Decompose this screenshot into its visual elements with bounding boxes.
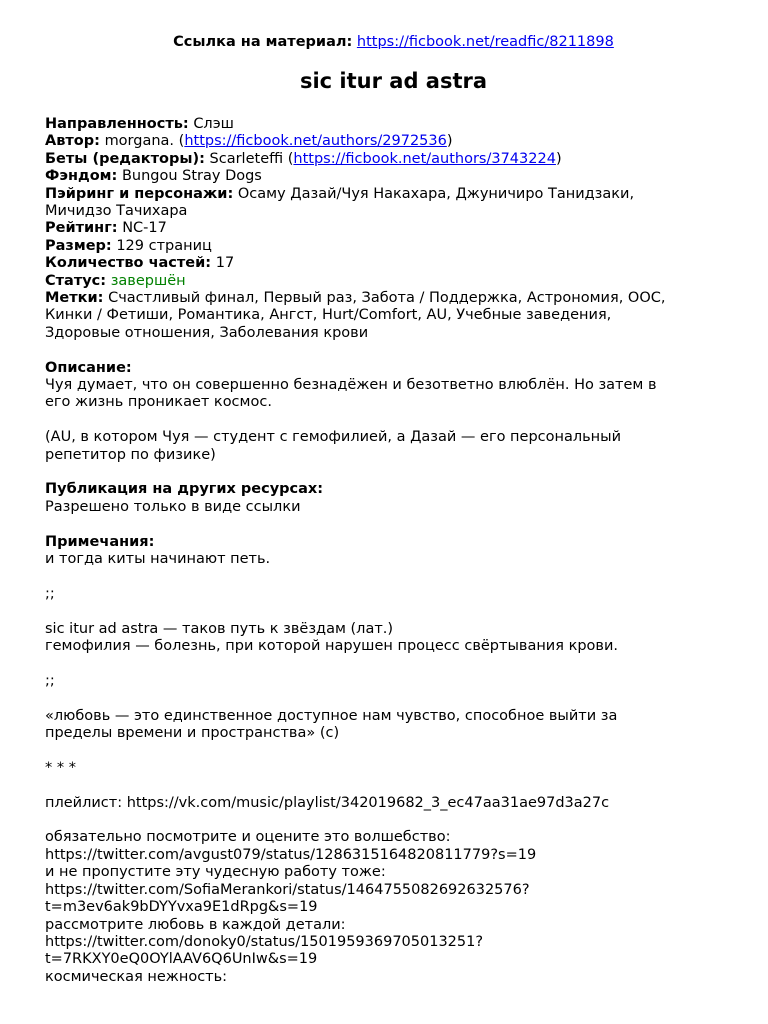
spacer xyxy=(45,342,725,359)
notes-line: sic itur ad astra — таков путь к звёздам (лат.) xyxy=(45,620,394,637)
spacer xyxy=(45,656,725,673)
betas-link[interactable]: https://ficbook.net/authors/3743224 xyxy=(293,150,556,167)
betas-close-paren: ) xyxy=(555,150,562,167)
publication-value: Разрешено только в виде ссылки xyxy=(45,498,301,515)
tags-value-line2: Кинки / Фетиши, Романтика, Ангст, Hurt/Comfort, AU, Учебные заведения, xyxy=(45,307,612,324)
spacer xyxy=(45,603,725,620)
size-value: 129 страниц xyxy=(116,237,212,254)
document-page xyxy=(45,30,725,986)
description-p1-line2: его жизнь проникает космос. xyxy=(45,394,272,411)
size-label: Размер: xyxy=(45,237,112,254)
source-label: Ссылка на материал: xyxy=(173,34,353,50)
spacer xyxy=(45,569,725,586)
author-close-paren: ) xyxy=(446,133,453,150)
notes-line: рассмотрите любовь в каждой детали: xyxy=(45,916,346,933)
meta-tags xyxy=(45,290,725,307)
description-p2-line1: (AU, в котором Чуя — студент с гемофилией, а Дазай — его персональный xyxy=(45,429,622,446)
notes-url: t=7RKXY0eQ0OYlAAV6Q6UnIw&s=19 xyxy=(45,951,318,968)
betas-name: Scarleteffi xyxy=(209,150,284,167)
status-value: завершён xyxy=(110,272,186,289)
meta-author xyxy=(45,133,725,150)
meta-betas xyxy=(45,151,725,168)
spacer xyxy=(45,516,725,533)
notes-url: https://twitter.com/SofiaMerankori/status/1464755082692632576? xyxy=(45,881,530,898)
pairing-value-line1: Осаму Дазай/Чуя Накахара, Джуничиро Танидзаки, xyxy=(237,185,635,202)
notes-separator: ;; xyxy=(45,585,55,602)
spacer xyxy=(45,464,725,481)
author-name: morgana. xyxy=(104,133,175,150)
meta-size xyxy=(45,238,725,255)
meta-pairing xyxy=(45,186,725,203)
description-label: Описание: xyxy=(45,359,132,376)
meta-fandom xyxy=(45,168,725,185)
author-label: Автор: xyxy=(45,133,100,150)
direction-value: Слэш xyxy=(193,116,234,132)
spacer xyxy=(45,743,725,760)
spacer xyxy=(45,412,725,429)
spacer xyxy=(45,777,725,794)
description-p1-line1: Чуя думает, что он совершенно безнадёжен и безответно влюблён. Но затем в xyxy=(45,377,657,394)
pairing-label: Пэйринг и персонажи: xyxy=(45,185,234,202)
meta-parts xyxy=(45,255,725,272)
fandom-value: Bungou Stray Dogs xyxy=(121,168,262,185)
notes-label: Примечания: xyxy=(45,533,155,550)
meta-status xyxy=(45,273,725,290)
tags-label: Метки: xyxy=(45,290,104,307)
rating-value: NC-17 xyxy=(122,220,167,237)
meta-rating xyxy=(45,220,725,237)
status-label: Статус: xyxy=(45,272,107,289)
parts-label: Количество частей: xyxy=(45,255,212,272)
spacer xyxy=(45,812,725,829)
notes-separator: ;; xyxy=(45,672,55,689)
notes-line: «любовь — это единственное доступное нам чувство, способное выйти за xyxy=(45,707,618,724)
notes-line: пределы времени и пространства» (с) xyxy=(45,725,340,742)
betas-label: Беты (редакторы): xyxy=(45,150,205,167)
notes-line: и не пропустите эту чудесную работу тоже: xyxy=(45,864,386,881)
pairing-value-line2: Мичидзо Тачихара xyxy=(45,203,188,220)
notes-url: https://twitter.com/avgust079/status/1286315164820811779?s=19 xyxy=(45,846,537,863)
fandom-label: Фэндом: xyxy=(45,168,118,185)
page-title: sic itur ad astra xyxy=(299,69,488,93)
source-link[interactable]: https://ficbook.net/readfic/8211898 xyxy=(356,34,614,50)
notes-url: https://twitter.com/donoky0/status/1501959369705013251? xyxy=(45,933,484,950)
author-link[interactable]: https://ficbook.net/authors/2972536 xyxy=(184,133,447,150)
notes-line: космическая нежность: xyxy=(45,968,228,985)
notes-line: обязательно посмотрите и оцените это волшебство: xyxy=(45,829,451,846)
source-line xyxy=(62,30,725,54)
betas-open-paren: ( xyxy=(287,150,294,167)
description-p2-line2: репетитор по физике) xyxy=(45,446,216,463)
playlist-line: плейлист: https://vk.com/music/playlist/342019682_3_ec47aa31ae97d3a27c xyxy=(45,794,610,811)
rating-label: Рейтинг: xyxy=(45,220,118,237)
author-open-paren: ( xyxy=(178,133,185,150)
tags-value-line1: Счастливый финал, Первый раз, Забота / Поддержка, Астрономия, ООС, xyxy=(108,290,666,307)
tags-value-line3: Здоровые отношения, Заболевания крови xyxy=(45,324,369,341)
publication-label: Публикация на других ресурсах: xyxy=(45,481,324,498)
spacer xyxy=(45,690,725,707)
parts-value: 17 xyxy=(215,255,235,272)
notes-stars: * * * xyxy=(45,759,76,776)
meta-direction xyxy=(45,116,725,133)
direction-label: Направленность: xyxy=(45,116,189,132)
notes-line: и тогда киты начинают петь. xyxy=(45,551,271,568)
notes-url: t=m3ev6ak9bDYYvxa9E1dRpg&s=19 xyxy=(45,899,318,916)
notes-line: гемофилия — болезнь, при которой нарушен процесс свёртывания крови. xyxy=(45,638,618,655)
